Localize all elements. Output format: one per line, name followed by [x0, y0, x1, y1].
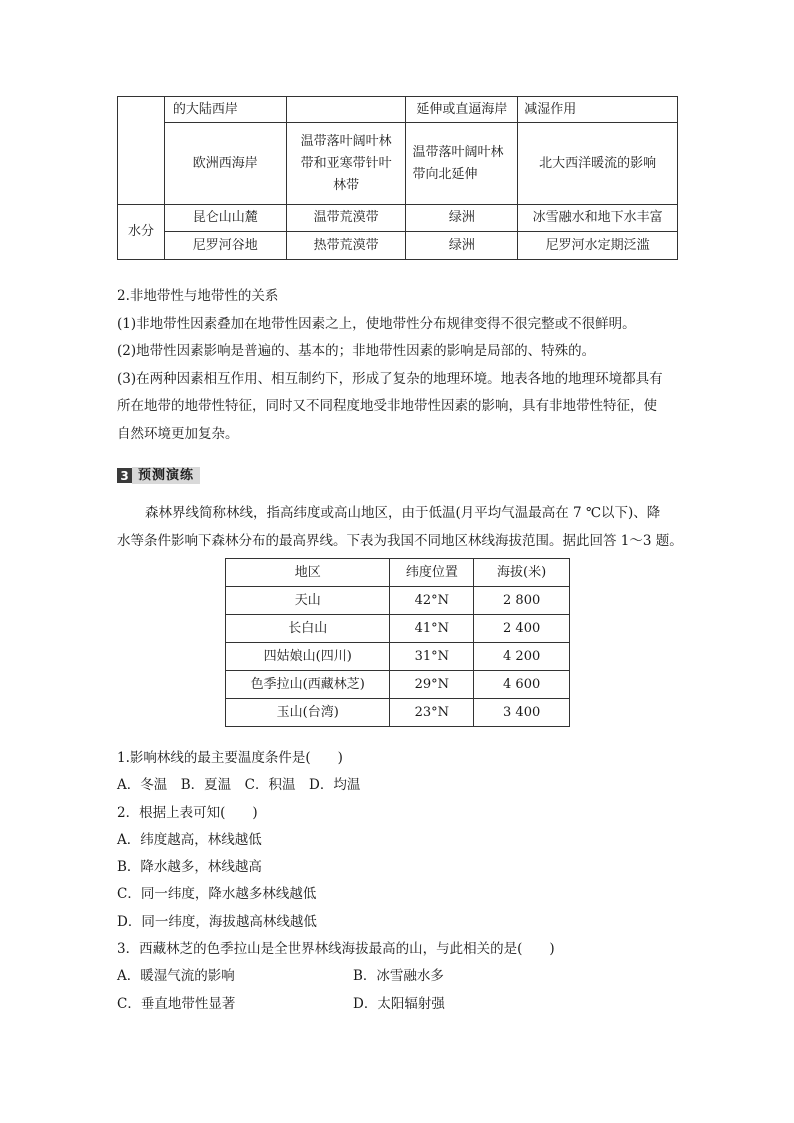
table-row	[118, 97, 678, 123]
table-cell	[286, 97, 406, 123]
table-cell: 4 600	[474, 671, 570, 699]
paragraph: (1)非地带性因素叠加在地带性因素之上，使地带性分布规律变得不很完整或不很鲜明。	[117, 315, 636, 332]
paragraph: 所在地带的地带性特征，同时又不同程度地受非地带性因素的影响，具有非地带性特征，使	[117, 398, 657, 414]
table-cell: 长白山	[226, 615, 390, 643]
table-cell: 23°N	[390, 699, 474, 727]
table-cell: 2 800	[474, 587, 570, 615]
question-1-options: A．冬温 B．夏温 C．积温 D．均温	[117, 777, 361, 794]
table-cell: 热带荒漠带	[286, 232, 406, 260]
table-cell: 延伸或直逼海岸	[406, 97, 518, 123]
column-header: 海拔(米)	[474, 559, 570, 587]
table-cell: 温带荒漠带	[286, 205, 406, 232]
table-header-row	[226, 559, 570, 587]
option-a: A．暖湿气流的影响	[117, 968, 235, 985]
paragraph: (2)地带性因素影响是普遍的、基本的；非地带性因素的影响是局部的、特殊的。	[117, 343, 596, 359]
option-c: C．同一纬度，降水越多林线越低	[117, 886, 317, 903]
table-cell: 温带落叶阔叶林带和亚寒带针叶林带	[286, 123, 406, 205]
practice-section-header	[117, 467, 200, 484]
questions	[117, 745, 687, 1018]
paragraph: 水等条件影响下森林分布的最高界线。下表为我国不同地区林线海拔范围。据此回答 1～3 题。	[117, 532, 683, 549]
question-2: 2．根据上表可知( )	[117, 804, 258, 821]
table-row	[118, 123, 678, 205]
relation-section	[117, 283, 687, 448]
table-cell: 欧洲西海岸	[164, 123, 286, 205]
table-cell: 昆仑山山麓	[164, 205, 286, 232]
table-cell: 尼罗河水定期泛滥	[518, 232, 678, 260]
table-cell: 绿洲	[406, 205, 518, 232]
section-title: 预测演练	[132, 467, 200, 484]
table-row	[226, 699, 570, 727]
table-cell: 北大西洋暖流的影响	[518, 123, 678, 205]
table-cell: 色季拉山(西藏林芝)	[226, 671, 390, 699]
column-header: 纬度位置	[390, 559, 474, 587]
table-cell: 4 200	[474, 643, 570, 671]
table-cell: 四姑娘山(四川)	[226, 643, 390, 671]
table-cell: 减湿作用	[518, 97, 678, 123]
table-cell: 29°N	[390, 671, 474, 699]
section-heading: 2.非地带性与地带性的关系	[117, 288, 279, 304]
table-row	[118, 205, 678, 232]
question-3: 3．西藏林芝的色季拉山是全世界林线海拔最高的山，与此相关的是( )	[117, 941, 555, 958]
paragraph: (3)在两种因素相互作用、相互制约下，形成了复杂的地理环境。地表各地的地理环境都具有	[117, 370, 663, 387]
table-cell: 2 400	[474, 615, 570, 643]
paragraph: 自然环境更加复杂。	[117, 425, 239, 442]
table-cell: 温带落叶阔叶林带向北延伸	[406, 123, 518, 205]
paragraph: 森林界线简称林线，指高纬度或高山地区，由于低温(月平均气温最高在 7 ℃以下)、降	[145, 505, 661, 521]
table-cell: 绿洲	[406, 232, 518, 260]
table-cell: 的大陆西岸	[164, 97, 286, 123]
column-header: 地区	[226, 559, 390, 587]
option-b: B．冰雪融水多	[353, 968, 444, 985]
table-row	[226, 671, 570, 699]
option-a: A．纬度越高，林线越低	[117, 831, 262, 848]
table-cell: 41°N	[390, 615, 474, 643]
table-cell: 天山	[226, 587, 390, 615]
treeline-table	[225, 558, 570, 727]
table-row	[226, 615, 570, 643]
intro-paragraph	[117, 500, 687, 555]
option-c: C．垂直地带性显著	[117, 995, 236, 1012]
table-cell: 尼罗河谷地	[164, 232, 286, 260]
table-cell	[118, 97, 165, 205]
table-row	[226, 587, 570, 615]
question-1: 1.影响林线的最主要温度条件是( )	[117, 750, 343, 766]
section-number-badge: 3	[117, 468, 132, 483]
option-d: D．太阳辐射强	[353, 995, 445, 1012]
option-d: D．同一纬度，海拔越高林线越低	[117, 913, 317, 930]
option-row	[117, 963, 687, 990]
table-cell: 42°N	[390, 587, 474, 615]
table-cell: 31°N	[390, 643, 474, 671]
table-cell: 冰雪融水和地下水丰富	[518, 205, 678, 232]
table-cell: 水分	[118, 205, 165, 260]
table-cell: 3 400	[474, 699, 570, 727]
option-b: B．降水越多，林线越高	[117, 859, 262, 876]
table-row	[118, 232, 678, 260]
table-row	[226, 643, 570, 671]
option-row	[117, 991, 687, 1018]
zonality-table	[117, 96, 678, 260]
table-cell: 玉山(台湾)	[226, 699, 390, 727]
